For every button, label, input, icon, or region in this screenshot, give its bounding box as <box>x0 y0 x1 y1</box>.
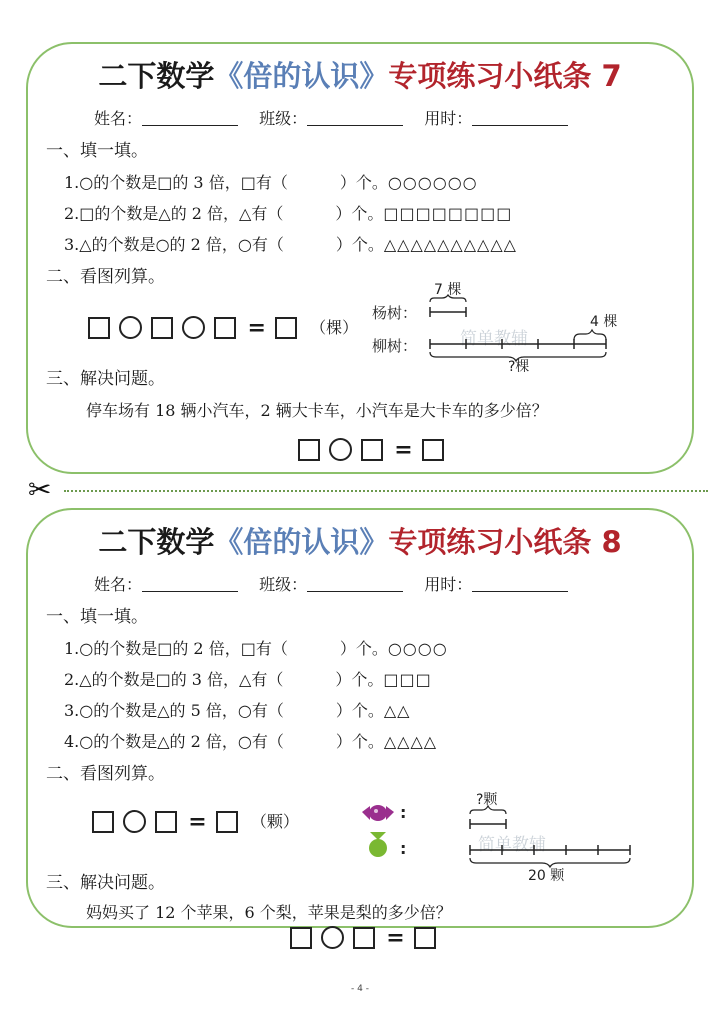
shape-row: □□□ <box>383 670 432 689</box>
formula-row <box>92 810 303 833</box>
title-part1: 二下数学 <box>98 59 215 93</box>
question-close: ）个。 <box>335 701 384 720</box>
name-label: 姓名： <box>94 109 143 128</box>
section-title: 二、看图列算。 <box>46 764 165 784</box>
word-problem: 妈妈买了 12 个苹果，6 个梨，苹果是梨的多少倍？ <box>86 903 452 922</box>
question <box>64 172 478 194</box>
bottom-brace-label: ?棵 <box>508 359 530 372</box>
shape-row: ○○○○○○ <box>387 173 478 192</box>
question <box>64 731 437 753</box>
question-text: 1.○的个数是□的 2 倍，□有（ <box>64 639 288 658</box>
operator-circle[interactable] <box>119 316 142 339</box>
question-text: 3.△的个数是○的 2 倍，○有（ <box>64 235 284 254</box>
top-brace-label: 7 棵 <box>434 282 462 298</box>
question <box>64 669 432 691</box>
scissors-icon: ✂ <box>28 473 52 506</box>
answer-box[interactable] <box>151 317 173 339</box>
section-title: 一、填一填。 <box>46 141 148 161</box>
word-problem: 停车场有 18 辆小汽车，2 辆大卡车，小汽车是大卡车的多少倍？ <box>86 401 548 420</box>
question <box>64 700 410 722</box>
poplar-label: 杨树： <box>372 304 418 322</box>
equals-sign: = <box>188 808 207 835</box>
question-text: 4.○的个数是△的 2 倍，○有（ <box>64 732 284 751</box>
answer-box[interactable] <box>353 927 375 949</box>
formula-row <box>88 316 362 339</box>
candy2-colon: : <box>400 839 407 858</box>
top-brace-label: ?颗 <box>476 792 498 808</box>
answer-box[interactable] <box>214 317 236 339</box>
title-part2: 《倍的认识》 <box>214 59 389 93</box>
answer-box[interactable] <box>298 439 320 461</box>
card-title <box>28 54 692 95</box>
shape-row: △△△△△△△△△△ <box>383 235 517 254</box>
class-label: 班级： <box>259 575 308 594</box>
section-title: 三、解决问题。 <box>46 873 165 893</box>
shape-row: △△△△ <box>383 732 438 751</box>
shape-row: △△ <box>383 701 411 720</box>
time-label: 用时： <box>424 575 473 594</box>
question-text: 1.○的个数是□的 3 倍，□有（ <box>64 173 288 192</box>
section-title: 三、解决问题。 <box>46 369 165 389</box>
formula-row <box>298 438 448 461</box>
shape-row: □□□□□□□□ <box>383 204 513 223</box>
worksheet-card-7 <box>26 42 694 474</box>
willow-label: 柳树： <box>372 337 418 355</box>
name-label: 姓名： <box>94 575 143 594</box>
result-box[interactable] <box>414 927 436 949</box>
purple-candy-icon <box>362 805 394 821</box>
answer-box[interactable] <box>361 439 383 461</box>
question-close: ）个。 <box>335 204 384 223</box>
tree-segment-diagram <box>368 278 618 372</box>
question-text: 2.□的个数是△的 2 倍，△有（ <box>64 204 284 223</box>
right-brace <box>574 330 606 340</box>
title-part2: 《倍的认识》 <box>214 525 389 559</box>
class-field[interactable] <box>307 576 403 592</box>
question-text: 2.△的个数是□的 3 倍，△有（ <box>64 670 284 689</box>
question <box>64 638 448 660</box>
bottom-brace <box>470 858 630 867</box>
equals-sign: = <box>386 924 405 951</box>
class-field[interactable] <box>307 110 403 126</box>
answer-box[interactable] <box>88 317 110 339</box>
cut-line <box>0 473 720 506</box>
question-close: ）个。 <box>335 235 384 254</box>
question-close: ）个。 <box>335 732 384 751</box>
right-brace-label: 4 棵 <box>590 314 618 330</box>
answer-box[interactable] <box>290 927 312 949</box>
question-text: 3.○的个数是△的 5 倍，○有（ <box>64 701 284 720</box>
info-row <box>94 574 584 596</box>
watermark: 简单教辅 <box>478 835 546 855</box>
question-close: ）个。 <box>339 173 388 192</box>
class-label: 班级： <box>259 109 308 128</box>
question-close: ）个。 <box>339 639 388 658</box>
formula-row <box>290 926 440 949</box>
unit-label: （棵） <box>310 317 359 337</box>
result-box[interactable] <box>275 317 297 339</box>
candy1-colon: : <box>400 803 407 822</box>
dotted-divider <box>64 490 708 492</box>
section-title: 一、填一填。 <box>46 607 148 627</box>
title-part3: 专项练习小纸条 8 <box>388 525 622 559</box>
question <box>64 234 517 256</box>
equals-sign: = <box>247 314 266 341</box>
operator-circle[interactable] <box>329 438 352 461</box>
name-field[interactable] <box>142 110 238 126</box>
question <box>64 203 512 225</box>
equals-sign: = <box>394 436 413 463</box>
watermark: 简单教辅 <box>460 329 528 349</box>
result-box[interactable] <box>216 811 238 833</box>
title-part1: 二下数学 <box>98 525 215 559</box>
candy-segment-diagram <box>358 788 648 882</box>
info-row <box>94 108 584 130</box>
time-label: 用时： <box>424 109 473 128</box>
question-close: ）个。 <box>335 670 384 689</box>
name-field[interactable] <box>142 576 238 592</box>
title-part3: 专项练习小纸条 7 <box>388 59 622 93</box>
unit-label: （颗） <box>250 811 299 831</box>
section-title: 二、看图列算。 <box>46 267 165 287</box>
time-field[interactable] <box>472 576 568 592</box>
time-field[interactable] <box>472 110 568 126</box>
shape-row: ○○○○ <box>387 639 448 658</box>
result-box[interactable] <box>422 439 444 461</box>
operator-circle[interactable] <box>182 316 205 339</box>
worksheet-card-8 <box>26 508 694 928</box>
green-candy-icon <box>369 832 387 857</box>
bottom-brace-label: 20 颗 <box>528 868 565 882</box>
answer-box[interactable] <box>92 811 114 833</box>
answer-box[interactable] <box>155 811 177 833</box>
page-number: - 4 - <box>351 984 369 994</box>
card-title <box>28 520 692 561</box>
operator-circle[interactable] <box>123 810 146 833</box>
operator-circle[interactable] <box>321 926 344 949</box>
